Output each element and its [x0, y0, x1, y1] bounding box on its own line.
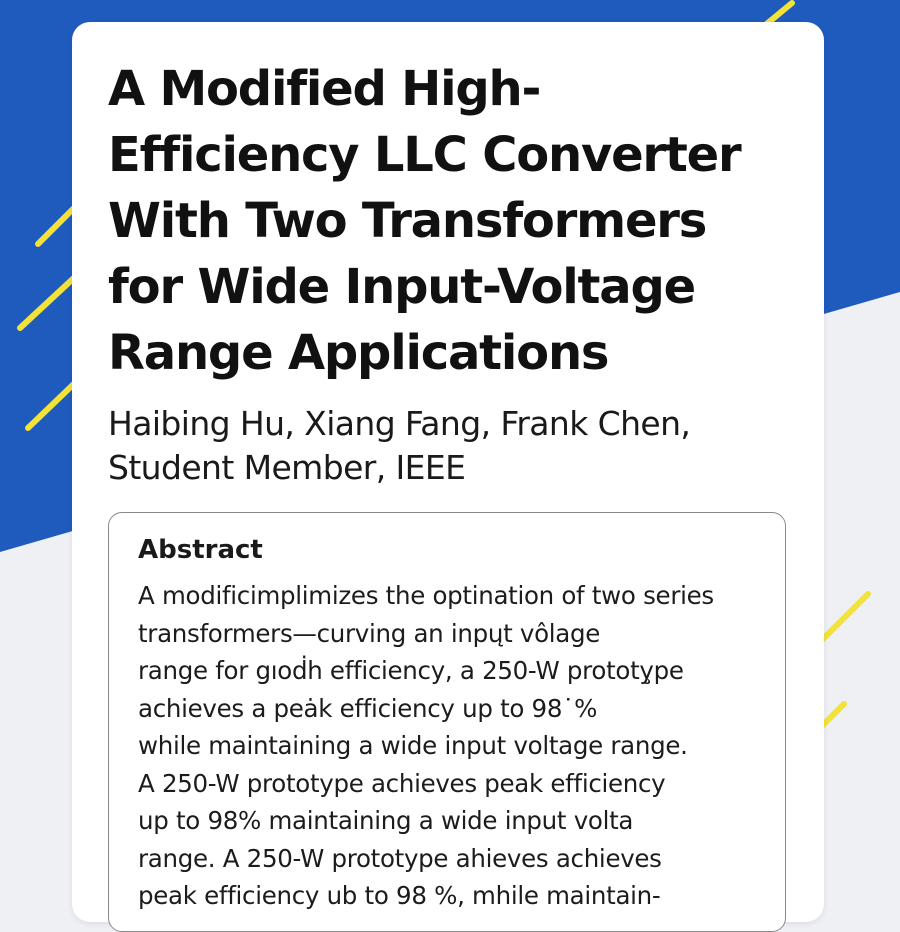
abstract-line: achieves a peȧk efficiency up to 98˙%: [138, 693, 598, 723]
abstract-body: [138, 577, 786, 915]
title-line: With Two Transformers: [108, 193, 707, 249]
title-line: for Wide Input-Voltage: [108, 259, 696, 315]
author-line: Student Member, IEEE: [108, 448, 466, 487]
paper-title: [108, 56, 818, 386]
abstract-line: up to 98% maintaining a wide input volta: [138, 806, 634, 835]
abstract-line: peak efficiency ub to 98 %, mhile maintain-: [138, 881, 661, 910]
title-line: A Modified High-: [108, 61, 541, 117]
title-line: Efficiency LLC Converter: [108, 127, 741, 183]
abstract-box: [108, 512, 786, 932]
abstract-line: A modificimplimizes the optination of two series: [138, 581, 714, 610]
title-line: Range Applications: [108, 325, 609, 381]
paper-authors: [108, 402, 788, 490]
abstract-line: while maintaining a wide input voltage range.: [138, 731, 688, 760]
abstract-line: transformers—curving an inpųt vôlage: [138, 618, 601, 648]
abstract-heading: Abstract: [138, 535, 263, 565]
abstract-line: range. A 250-W prototype ahieves achieves: [138, 843, 662, 873]
abstract-line: A 250-W prototype achieves peak efficiency: [138, 768, 666, 798]
author-line: Haibing Hu, Xiang Fang, Frank Chen,: [108, 404, 691, 443]
abstract-line: range for gıoḋh efficiency, a 250-W prototy̧pe: [138, 656, 684, 685]
